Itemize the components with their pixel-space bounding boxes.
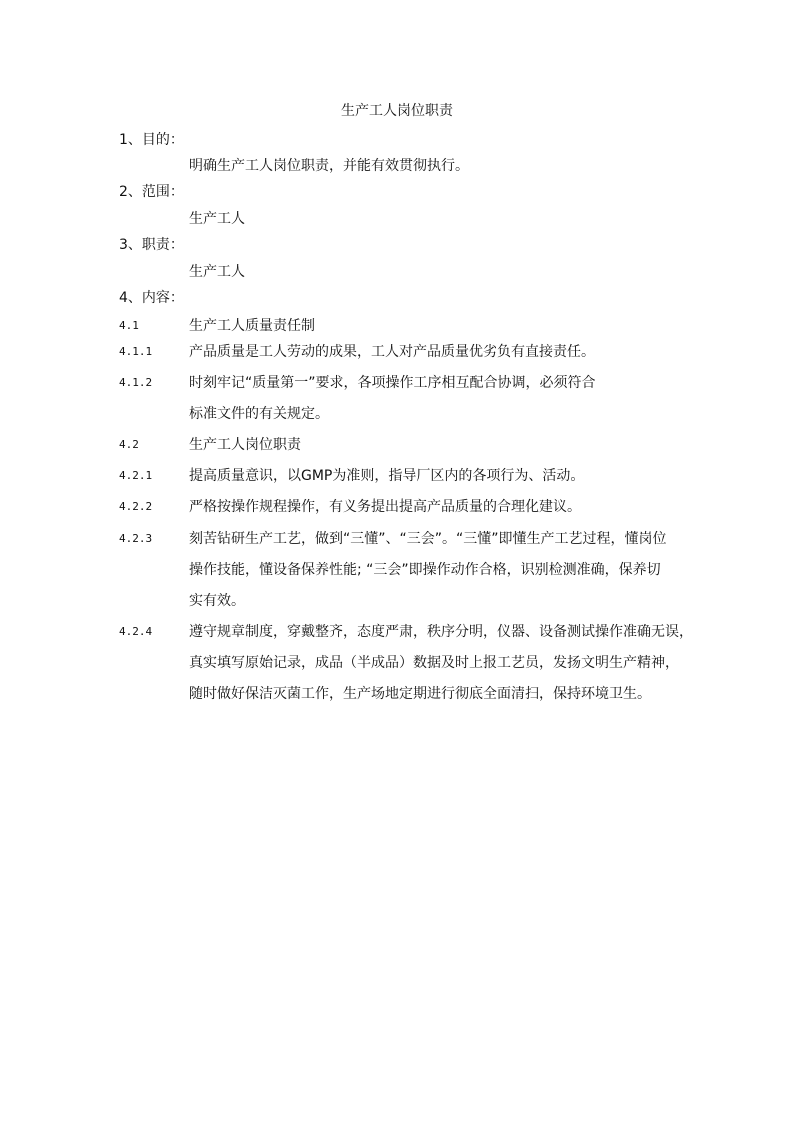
item-number: 4.1.1 bbox=[119, 345, 153, 358]
item-text: 实有效。 bbox=[189, 593, 245, 609]
section-heading-duty: 3、职责： bbox=[119, 237, 184, 253]
page-title: 生产工人岗位职责 bbox=[341, 103, 453, 119]
item-text: 标准文件的有关规定。 bbox=[189, 406, 329, 422]
section-heading-scope: 2、范围： bbox=[119, 184, 184, 200]
section-content-purpose: 明确生产工人岗位职责，并能有效贯彻执行。 bbox=[189, 158, 469, 174]
item-number: 4.1.2 bbox=[119, 376, 153, 389]
item-text: 真实填写原始记录，成品（半成品）数据及时上报工艺员，发扬文明生产精神， bbox=[189, 655, 679, 671]
item-number: 4.1 bbox=[119, 319, 139, 332]
item-text: 操作技能，懂设备保养性能; “三会”即操作动作合格，识别检测准确，保养切 bbox=[189, 562, 661, 578]
item-number: 4.2.1 bbox=[119, 469, 153, 482]
section-content-duty: 生产工人 bbox=[189, 264, 245, 280]
item-text: 产品质量是工人劳动的成果，工人对产品质量优劣负有直接责任。 bbox=[189, 344, 595, 360]
section-heading-content: 4、内容： bbox=[119, 290, 184, 306]
item-text: 生产工人质量责任制 bbox=[189, 318, 315, 334]
item-number: 4.2.3 bbox=[119, 532, 153, 545]
item-text: 严格按操作规程操作，有义务提出提高产品质量的合理化建议。 bbox=[189, 499, 581, 515]
section-content-scope: 生产工人 bbox=[189, 211, 245, 227]
item-text: 提高质量意识，以GMP为准则，指导厂区内的各项行为、活动。 bbox=[189, 468, 585, 484]
item-number: 4.2 bbox=[119, 438, 139, 451]
item-text: 遵守规章制度，穿戴整齐，态度严肃，秩序分明，仪器、设备测试操作准确无误， bbox=[189, 624, 693, 640]
item-number: 4.2.4 bbox=[119, 625, 153, 638]
item-text: 生产工人岗位职责 bbox=[189, 437, 301, 453]
item-text: 随时做好保洁灭菌工作，生产场地定期进行彻底全面清扫，保持环境卫生。 bbox=[189, 686, 651, 702]
item-text: 刻苦钻研生产工艺，做到“三懂”、“三会”。“三懂”即懂生产工艺过程，懂岗位 bbox=[189, 531, 667, 547]
item-number: 4.2.2 bbox=[119, 500, 153, 513]
section-heading-purpose: 1、目的： bbox=[119, 132, 184, 148]
item-text: 时刻牢记“质量第一”要求，各项操作工序相互配合协调，必须符合 bbox=[189, 375, 596, 391]
